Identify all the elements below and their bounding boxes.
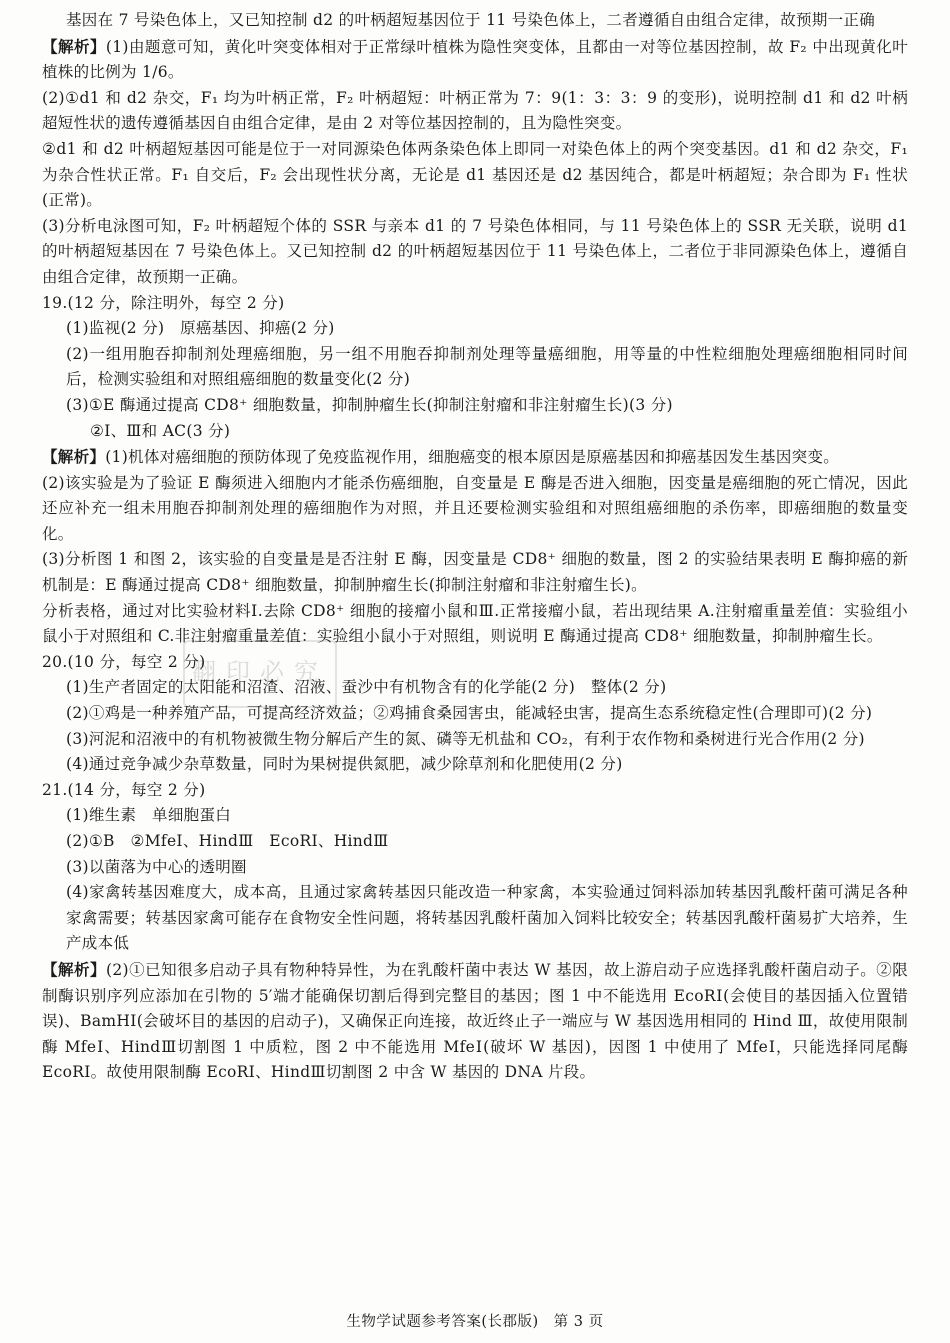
answer-paragraph	[42, 727, 908, 753]
paragraph-text: (2)①鸡是一种养殖产品，可提高经济效益；②鸡捕食桑园害虫，能减轻虫害，提高生态系统稳定性(合理即可)(2 分)	[66, 704, 873, 723]
paragraph-text: (2)①d1 和 d2 杂交，F₁ 均为叶柄正常，F₂ 叶柄超短：叶柄正常为 7：9(1：3：3：9 的变形)，说明控制 d1 和 d2 叶柄超短性状的遗传遵循基因自由组合定律，是由 2 对等位基因控制的，且为隐性突变。	[42, 88, 908, 133]
paragraph-text: (1)维生素 单细胞蛋白	[66, 806, 232, 825]
paragraph-text: 分析表格，通过对比实验材料Ⅰ.去除 CD8⁺ 细胞的接瘤小鼠和Ⅲ.正常接瘤小鼠，若出现结果 A.注射瘤重量差值：实验组小鼠小于对照组和 C.非注射瘤重量差值：实验组小鼠小于对照组，则说明 E 酶通过提高 CD8⁺ 细胞数量，抑制肿瘤生长。	[42, 601, 908, 646]
answer-paragraph	[42, 444, 908, 471]
answer-paragraph	[42, 803, 908, 829]
answer-paragraph	[42, 214, 908, 291]
analysis-tag: 【解析】	[42, 36, 106, 56]
answer-paragraph	[42, 752, 908, 778]
paragraph-text: (3)河泥和沼液中的有机物被微生物分解后产生的氮、磷等无机盐和 CO₂，有利于农作物和桑树进行光合作用(2 分)	[66, 729, 865, 748]
paragraph-text: (3)分析电泳图可知，F₂ 叶柄超短个体的 SSR 与亲本 d1 的 7 号染色体相同，与 11 号染色体上的 SSR 无关联，说明 d1 的叶柄超短基因在 7 号染色体上。又已知控制 d2 的叶柄超短基因位于 11 号染色体上，二者位于非同源染色体上，遵循自由组合定律，故预期一正确。	[42, 216, 908, 286]
paragraph-text: (2)一组用胞吞抑制剂处理癌细胞，另一组不用胞吞抑制剂处理等量癌细胞，用等量的中性粒细胞处理癌细胞相同时间后，检测实验组和对照组癌细胞的数量变化(2 分)	[66, 344, 908, 389]
paragraph-text: (1)由题意可知，黄化叶突变体相对于正常绿叶植株为隐性突变体，且都由一对等位基因控制，故 F₂ 中出现黄化叶植株的比例为 1/6。	[42, 37, 908, 82]
paragraph-text: (4)通过竞争减少杂草数量，同时为果树提供氮肥，减少除草剂和化肥使用(2 分)	[66, 755, 623, 774]
answer-paragraph	[42, 137, 908, 214]
page-footer: 生物学试题参考答案(长郡版) 第 3 页	[346, 1314, 604, 1330]
paragraph-text: (4)家禽转基因难度大，成本高，且通过家禽转基因只能改造一种家禽，本实验通过饲料添加转基因乳酸杆菌可满足各种家禽需要；转基因家禽可能存在食物安全性问题，将转基因乳酸杆菌加入饲料比较安全；转基因乳酸杆菌易扩大培养，生产成本低	[66, 883, 908, 953]
analysis-tag: 【解析】	[42, 447, 106, 467]
answer-paragraph	[42, 650, 908, 676]
analysis-tag: 【解析】	[42, 959, 107, 979]
paragraph-text: ②Ⅰ、Ⅲ和 AC(3 分)	[90, 421, 231, 440]
answer-paragraph	[42, 419, 908, 445]
paragraph-text: ②d1 和 d2 叶柄超短基因可能是位于一对同源染色体两条染色体上即同一对染色体上的两个突变基因。d1 和 d2 杂交，F₁ 为杂合性状正常。F₁ 自交后，F₂ 会出现性状分离，无论是 d1 基因还是 d2 基因纯合，都是叶柄超短；杂合即为 F₁ 性状(正常)。	[42, 139, 908, 210]
watermark-seal: 翻印必究	[183, 640, 337, 708]
answer-paragraph	[42, 471, 908, 548]
answer-paragraph	[42, 855, 908, 881]
paragraph-text: (2)①B ②MfeⅠ、HindⅢ EcoRⅠ、HindⅢ	[66, 832, 389, 850]
paragraph-text: (1)生产者固定的太阳能和沼渣、沼液、蚕沙中有机物含有的化学能(2 分) 整体(2 分)	[66, 678, 667, 697]
answer-paragraph	[42, 778, 908, 804]
answer-paragraph	[42, 86, 908, 137]
answer-paragraph	[42, 342, 908, 393]
answer-paragraph	[42, 880, 908, 957]
paragraph-text: 19.(12 分，除注明外，每空 2 分)	[42, 293, 285, 312]
paragraph-text: (1)机体对癌细胞的预防体现了免疫监视作用，细胞癌变的根本原因是原癌基因和抑癌基因发生基因突变。	[105, 448, 840, 467]
paragraph-text: 20.(10 分，每空 2 分)	[42, 652, 206, 671]
answer-paragraph	[42, 829, 908, 855]
answer-content	[42, 8, 908, 1086]
paragraph-text: (2)①已知很多启动子具有物种特异性，为在乳酸杆菌中表达 W 基因，故上游启动子应选择乳酸杆菌启动子。②限制酶识别序列应添加在引物的 5′端才能确保切割后得到完整目的基因；图 1 中不能选用 EcoRⅠ(会使目的基因插入位置错误)、BamHⅠ(会破坏目的基因的启动子)，又确保正向连接，故近终止子一端应与 W 基因选用相同的 Hind Ⅲ，故使用限制酶 MfeⅠ、HindⅢ切割图 1 中质粒，图 2 中不能选用 MfeⅠ(破坏 W 基因)，因图 1 中使用了 MfeⅠ，只能选择同尾酶 EcoRⅠ。故使用限制酶 EcoRⅠ、HindⅢ切割图 2 中含 W 基因的 DNA 片段。	[42, 960, 908, 1082]
answer-paragraph	[42, 34, 908, 86]
answer-paragraph	[42, 393, 908, 419]
paragraph-text: (3)以菌落为中心的透明圈	[66, 857, 247, 876]
paragraph-text: (3)分析图 1 和图 2，该实验的自变量是是否注射 E 酶，因变量是 CD8⁺ 细胞的数量，图 2 的实验结果表明 E 酶抑癌的新机制是：E 酶通过提高 CD8⁺ 细胞数量，抑制肿瘤生长(抑制注射瘤和非注射瘤生长)。	[42, 550, 908, 595]
paragraph-text: 基因在 7 号染色体上，又已知控制 d2 的叶柄超短基因位于 11 号染色体上，二者遵循自由组合定律，故预期一正确	[66, 11, 876, 29]
paragraph-text: (1)监视(2 分) 原癌基因、抑癌(2 分)	[66, 319, 335, 338]
paragraph-text: (3)①E 酶通过提高 CD8⁺ 细胞数量，抑制肿瘤生长(抑制注射瘤和非注射瘤生长)(3 分)	[66, 395, 673, 414]
answer-paragraph	[42, 316, 908, 342]
answer-paragraph	[42, 701, 908, 727]
answer-paragraph	[42, 675, 908, 701]
paragraph-text: (2)该实验是为了验证 E 酶须进入细胞内才能杀伤癌细胞，自变量是 E 酶是否进入细胞，因变量是癌细胞的死亡情况，因此还应补充一组未用胞吞抑制剂处理的癌细胞作为对照，并且还要检测实验组和对照组癌细胞的杀伤率，即癌细胞的数量变化。	[42, 473, 908, 543]
answer-paragraph	[42, 8, 908, 34]
answer-paragraph	[42, 547, 908, 598]
paragraph-text: 21.(14 分，每空 2 分)	[42, 780, 206, 799]
answer-paragraph	[42, 599, 908, 650]
answer-paragraph	[42, 291, 908, 317]
answer-paragraph	[42, 957, 908, 1086]
